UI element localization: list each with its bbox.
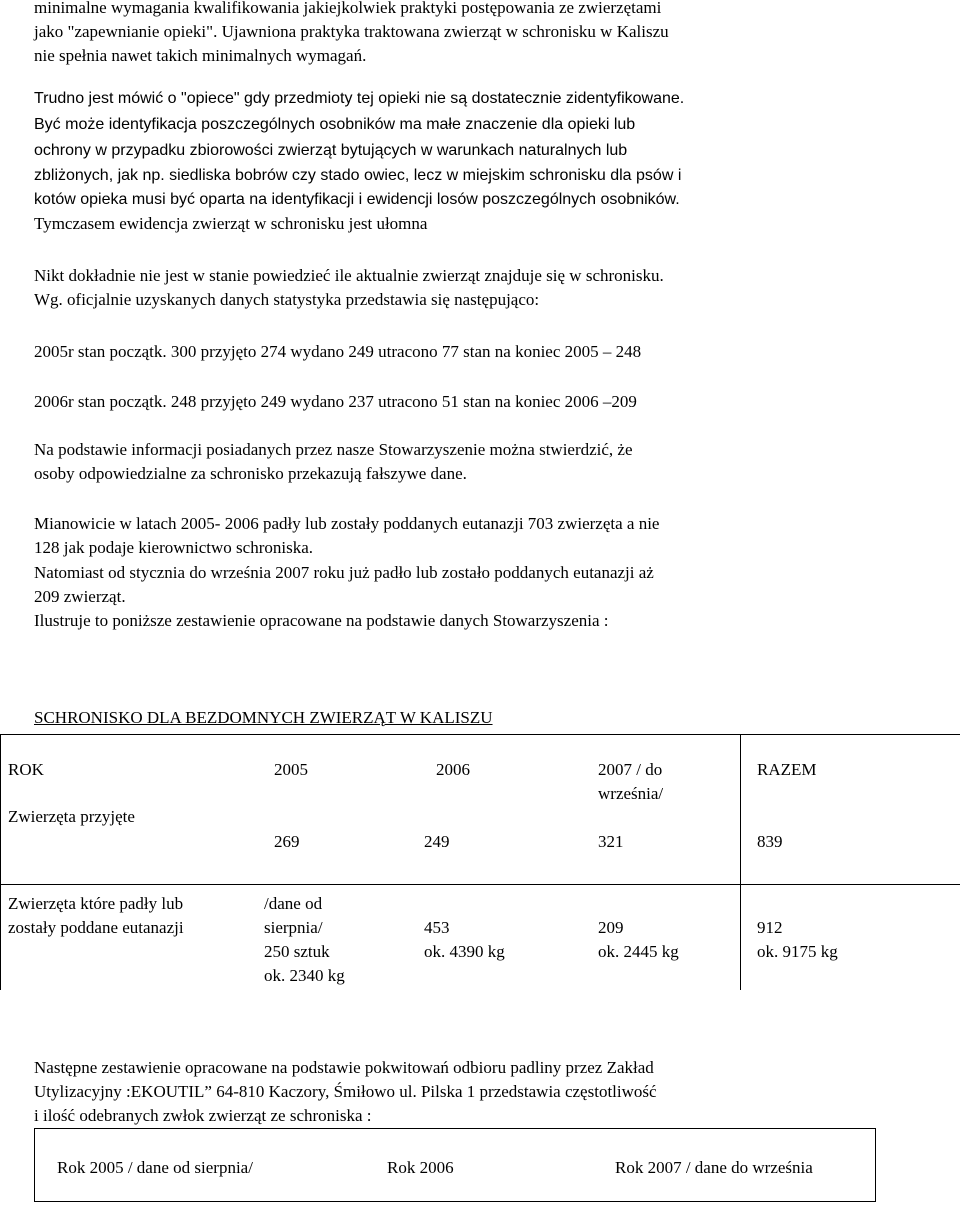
row-label-padly-line1: Zwierzęta które padły lub [8,894,184,913]
paragraph-line: 128 jak podaje kierownictwo schroniska. [34,538,314,557]
padly-2006-line1: 453 [424,918,450,937]
disposal-col-2007: Rok 2007 / dane do września [615,1158,813,1177]
paragraph-line: Trudno jest mówić o "opiece" gdy przedmioty tej opieki nie są dostatecznie zidentyfikowane. [34,90,685,107]
paragraph-line: i ilość odebranych zwłok zwierząt ze schroniska : [34,1106,372,1125]
shelter-table [0,734,960,990]
paragraph-line: Natomiast od stycznia do września 2007 roku już padło lub zostało poddanych eutanazji aż [34,563,654,582]
paragraph-line: Ilustruje to poniższe zestawienie opracowane na podstawie danych Stowarzyszenia : [34,611,609,630]
padly-2005-line1: /dane od [264,894,323,913]
header-2005: 2005 [274,760,308,779]
padly-2006-line2: ok. 4390 kg [424,942,505,961]
przyjete-2006: 249 [424,832,450,851]
paragraph-line: Mianowicie w latach 2005- 2006 padły lub zostały poddanych eutanazji 703 zwierzęta a nie [34,514,660,533]
paragraph-line: jako "zapewnianie opieki". Ujawniona praktyka traktowana zwierząt w schronisku w Kaliszu [34,22,669,41]
disposal-col-2005: Rok 2005 / dane od sierpnia/ [57,1158,253,1177]
paragraph-line: Następne zestawienie opracowane na podstawie pokwitowań odbioru padliny przez Zakład [34,1058,654,1077]
paragraph-line: nie spełnia nawet takich minimalnych wymagań. [34,46,367,65]
paragraph-line: Nikt dokładnie nie jest w stanie powiedzieć ile aktualnie zwierząt znajduje się w schronisku. [34,266,664,285]
padly-razem-line2: ok. 9175 kg [757,942,838,961]
disposal-table [34,1128,876,1202]
paragraph-line: Być może identyfikacja poszczególnych osobników ma małe znaczenie dla opieki lub [34,116,636,133]
header-2007-line1: 2007 / do [598,760,663,779]
paragraph-line: zbliżonych, jak np. siedliska bobrów czy stado owiec, lecz w miejskim schronisku dla psów i [34,167,682,184]
padly-2005-line3: 250 sztuk [264,942,330,961]
row-label-padly-line2: zostały poddane eutanazji [8,918,184,937]
paragraph-line: 209 zwierząt. [34,587,126,606]
stats-line-2005: 2005r stan początk. 300 przyjęto 274 wydano 249 utracono 77 stan na koniec 2005 – 248 [34,342,642,361]
paragraph-line: Utylizacyjny :EKOUTIL” 64-810 Kaczory, Śmiłowo ul. Pilska 1 przedstawia częstotliwość [34,1082,657,1101]
header-2006: 2006 [436,760,470,779]
padly-2007-line1: 209 [598,918,624,937]
przyjete-2007: 321 [598,832,624,851]
padly-razem-line1: 912 [757,918,783,937]
header-2007-line2: września/ [598,784,664,803]
padly-2005-line2: sierpnia/ [264,918,323,937]
padly-2005-line4: ok. 2340 kg [264,966,345,985]
table-title: SCHRONISKO DLA BEZDOMNYCH ZWIERZĄT W KALISZU [34,708,493,727]
header-rok: ROK [8,760,44,779]
przyjete-2005: 269 [274,832,300,851]
paragraph-line: Wg. oficjalnie uzyskanych danych statystyka przedstawia się następująco: [34,290,540,309]
padly-2007-line2: ok. 2445 kg [598,942,679,961]
disposal-col-2006: Rok 2006 [387,1158,454,1177]
paragraph-line: osoby odpowiedzialne za schronisko przekazują fałszywe dane. [34,464,467,483]
przyjete-razem: 839 [757,832,783,851]
paragraph-line: minimalne wymagania kwalifikowania jakiejkolwiek praktyki postępowania ze zwierzętami [34,0,662,17]
paragraph-line: Na podstawie informacji posiadanych przez nasze Stowarzyszenie można stwierdzić, że [34,440,633,459]
stats-line-2006: 2006r stan początk. 248 przyjęto 249 wydano 237 utracono 51 stan na koniec 2006 –209 [34,392,637,411]
paragraph-line: ochrony w przypadku zbiorowości zwierząt bytujących w warunkach naturalnych lub [34,142,628,159]
paragraph-line: kotów opieka musi być oparta na identyfikacji i ewidencji losów poszczególnych osobników. [34,191,680,208]
header-razem: RAZEM [757,760,817,779]
paragraph-line: Tymczasem ewidencja zwierząt w schronisku jest ułomna [34,214,428,233]
row-label-przyjete: Zwierzęta przyjęte [8,807,135,826]
